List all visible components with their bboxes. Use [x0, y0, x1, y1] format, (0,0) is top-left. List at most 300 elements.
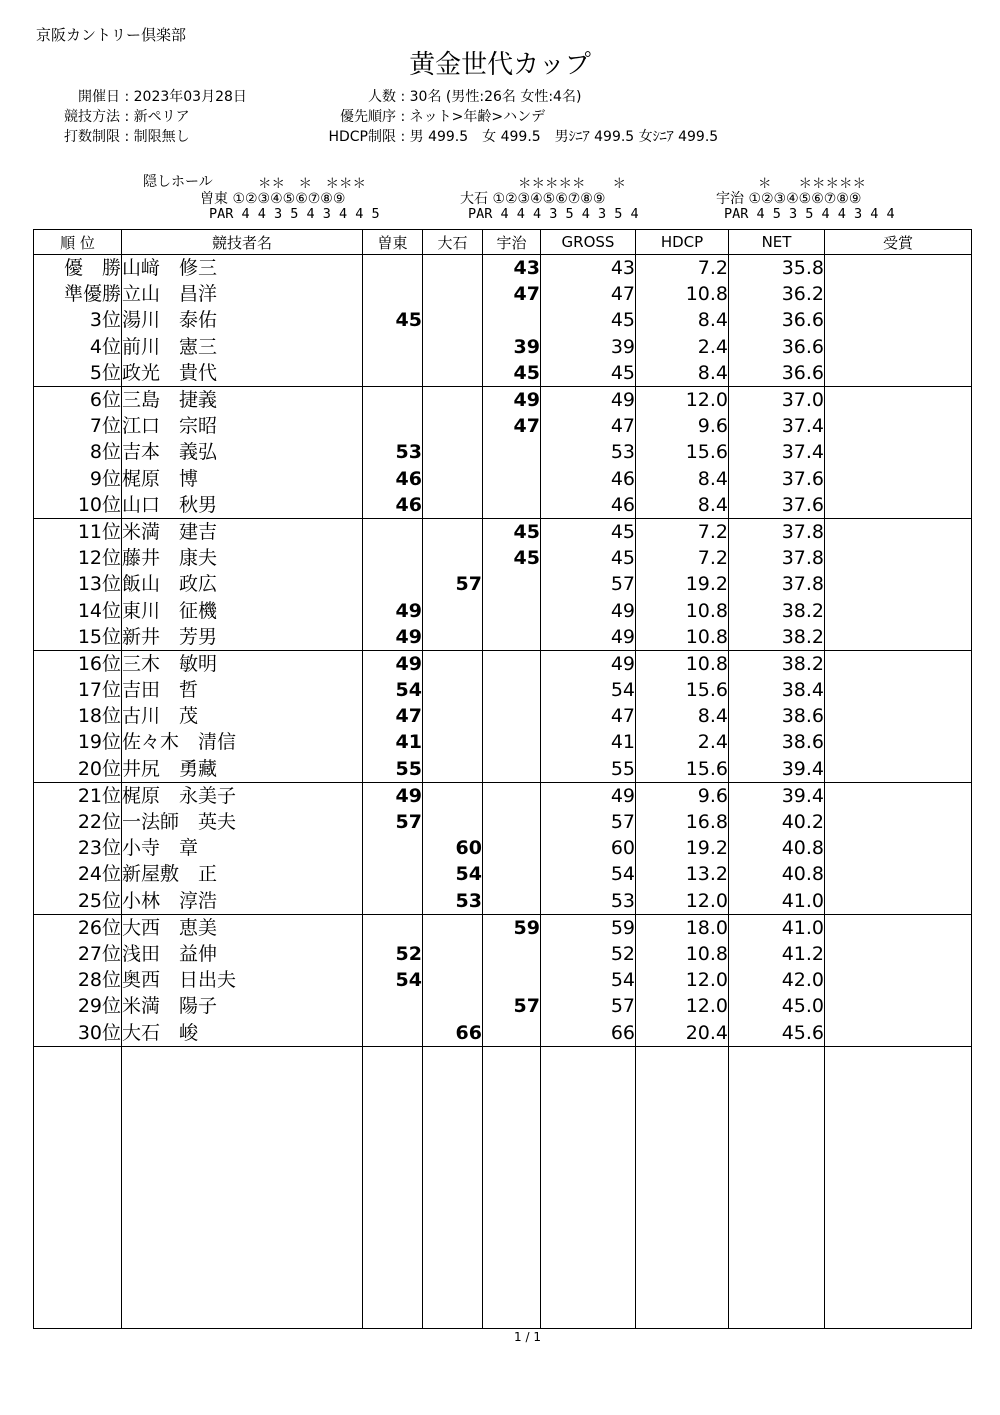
score-sotou: 41 — [363, 729, 423, 755]
score-oishi — [423, 597, 483, 623]
hdcp-value: 15.6 — [636, 677, 729, 703]
score-sotou: 55 — [363, 756, 423, 783]
player-name: 前川 憲三 — [122, 334, 363, 360]
award-cell — [825, 993, 972, 1019]
score-uji — [483, 597, 541, 623]
score-sotou — [363, 993, 423, 1019]
gross-score: 47 — [541, 281, 636, 307]
header-gross: GROSS — [541, 230, 636, 255]
score-uji — [483, 809, 541, 835]
hdcp-value: 12.0 — [636, 386, 729, 413]
score-oishi — [423, 703, 483, 729]
table-row — [34, 255, 972, 282]
score-uji — [483, 703, 541, 729]
award-cell — [825, 703, 972, 729]
score-uji — [483, 307, 541, 333]
table-row — [34, 545, 972, 571]
blank-cell — [423, 1046, 483, 1328]
score-sotou — [363, 255, 423, 282]
hidden-holes-label: 隠しホール — [143, 174, 213, 190]
award-cell — [825, 307, 972, 333]
player-name: 奥西 日出夫 — [122, 967, 363, 993]
course-uji-name: 宇治 — [716, 191, 744, 207]
score-sotou — [363, 360, 423, 387]
info-hdcp-label: HDCP制限 — [328, 129, 396, 145]
table-row — [34, 835, 972, 861]
hdcp-value: 19.2 — [636, 571, 729, 597]
score-uji — [483, 650, 541, 677]
award-cell — [825, 650, 972, 677]
score-oishi — [423, 334, 483, 360]
award-cell — [825, 967, 972, 993]
player-name: 飯山 政広 — [122, 571, 363, 597]
score-uji — [483, 861, 541, 887]
header-name: 競技者名 — [122, 230, 363, 255]
player-name: 米満 陽子 — [122, 993, 363, 1019]
award-cell — [825, 255, 972, 282]
score-uji — [483, 782, 541, 809]
blank-cell — [34, 1046, 122, 1328]
score-sotou — [363, 281, 423, 307]
rank-cell: 15位 — [34, 624, 122, 651]
net-score: 41.0 — [729, 888, 825, 915]
hdcp-value: 10.8 — [636, 597, 729, 623]
net-score: 36.6 — [729, 360, 825, 387]
hdcp-value: 8.4 — [636, 360, 729, 387]
score-oishi — [423, 307, 483, 333]
course-oishi-holes: ①②③④⑤⑥⑦⑧⑨ — [492, 191, 606, 207]
award-cell — [825, 782, 972, 809]
score-oishi: 66 — [423, 1019, 483, 1046]
info-count-value: 30名 (男性:26名 女性:4名) — [409, 89, 582, 105]
score-oishi — [423, 518, 483, 545]
hdcp-value: 13.2 — [636, 861, 729, 887]
player-name: 梶原 博 — [122, 466, 363, 492]
course-oishi-par: PAR 4 4 4 3 5 4 3 5 4 — [468, 206, 639, 222]
course-uji-holes: ①②③④⑤⑥⑦⑧⑨ — [748, 191, 862, 207]
score-sotou: 49 — [363, 782, 423, 809]
hdcp-value: 15.6 — [636, 439, 729, 465]
score-uji — [483, 624, 541, 651]
info-limit-label: 打数制限 — [64, 129, 120, 145]
net-score: 45.0 — [729, 993, 825, 1019]
course-oishi-marks: ＊＊＊＊＊ ＊ — [518, 176, 626, 192]
player-name: 大西 恵美 — [122, 914, 363, 941]
score-sotou: 46 — [363, 492, 423, 519]
award-cell — [825, 518, 972, 545]
award-cell — [825, 677, 972, 703]
course-sotou-par: PAR 4 4 3 5 4 3 4 4 5 — [209, 206, 380, 222]
gross-score: 46 — [541, 492, 636, 519]
award-cell — [825, 281, 972, 307]
table-row — [34, 360, 972, 387]
blank-cell — [825, 1046, 972, 1328]
rank-cell: 12位 — [34, 545, 122, 571]
net-score: 37.4 — [729, 413, 825, 439]
table-blank-row — [34, 1046, 972, 1328]
gross-score: 53 — [541, 888, 636, 915]
table-row — [34, 1019, 972, 1046]
rank-cell: 4位 — [34, 334, 122, 360]
score-oishi — [423, 624, 483, 651]
course-oishi — [460, 188, 605, 208]
rank-cell: 13位 — [34, 571, 122, 597]
score-oishi — [423, 967, 483, 993]
score-sotou: 47 — [363, 703, 423, 729]
net-score: 40.2 — [729, 809, 825, 835]
table-row — [34, 993, 972, 1019]
gross-score: 45 — [541, 307, 636, 333]
gross-score: 54 — [541, 677, 636, 703]
score-oishi — [423, 386, 483, 413]
player-name: 山﨑 修三 — [122, 255, 363, 282]
score-uji — [483, 492, 541, 519]
net-score: 36.2 — [729, 281, 825, 307]
score-sotou — [363, 571, 423, 597]
score-uji: 47 — [483, 413, 541, 439]
table-row — [34, 597, 972, 623]
award-cell — [825, 334, 972, 360]
gross-score: 54 — [541, 861, 636, 887]
info-method-label: 競技方法 — [64, 109, 120, 125]
score-oishi: 60 — [423, 835, 483, 861]
course-sotou-holes: ①②③④⑤⑥⑦⑧⑨ — [232, 191, 346, 207]
score-sotou — [363, 1019, 423, 1046]
table-row — [34, 782, 972, 809]
rank-cell: 8位 — [34, 439, 122, 465]
table-row — [34, 307, 972, 333]
rank-cell: 5位 — [34, 360, 122, 387]
gross-score: 57 — [541, 809, 636, 835]
net-score: 38.2 — [729, 624, 825, 651]
award-cell — [825, 571, 972, 597]
net-score: 38.2 — [729, 597, 825, 623]
table-row — [34, 703, 972, 729]
rank-cell: 7位 — [34, 413, 122, 439]
net-score: 37.8 — [729, 518, 825, 545]
score-oishi — [423, 941, 483, 967]
score-oishi — [423, 756, 483, 783]
results-table — [33, 229, 972, 1329]
hdcp-value: 10.8 — [636, 650, 729, 677]
hdcp-value: 7.2 — [636, 255, 729, 282]
score-uji: 43 — [483, 255, 541, 282]
hdcp-value: 8.4 — [636, 703, 729, 729]
gross-score: 60 — [541, 835, 636, 861]
player-name: 一法師 英夫 — [122, 809, 363, 835]
score-uji: 47 — [483, 281, 541, 307]
gross-score: 49 — [541, 597, 636, 623]
score-oishi — [423, 413, 483, 439]
rank-cell: 24位 — [34, 861, 122, 887]
award-cell — [825, 835, 972, 861]
score-uji — [483, 888, 541, 915]
hdcp-value: 2.4 — [636, 729, 729, 755]
score-sotou — [363, 518, 423, 545]
info-method-value: 新ペリア — [133, 109, 190, 125]
player-name: 小林 淳浩 — [122, 888, 363, 915]
score-sotou — [363, 888, 423, 915]
rank-cell: 18位 — [34, 703, 122, 729]
score-oishi — [423, 492, 483, 519]
score-oishi — [423, 677, 483, 703]
hdcp-value: 10.8 — [636, 281, 729, 307]
player-name: 立山 昌洋 — [122, 281, 363, 307]
score-uji — [483, 756, 541, 783]
course-uji-par: PAR 4 5 3 5 4 4 3 4 4 — [724, 206, 895, 222]
table-row — [34, 386, 972, 413]
score-sotou: 52 — [363, 941, 423, 967]
info-date-value: 2023年03月28日 — [133, 89, 247, 105]
info-hdcp: HDCP制限 : 男 499.5 女 499.5 男ｼﾆｱ 499.5 女ｼﾆｱ 499.5 — [300, 126, 718, 146]
course-sotou-name: 曽東 — [200, 191, 228, 207]
award-cell — [825, 914, 972, 941]
rank-cell: 21位 — [34, 782, 122, 809]
score-uji: 45 — [483, 518, 541, 545]
rank-cell: 28位 — [34, 967, 122, 993]
score-oishi — [423, 281, 483, 307]
blank-cell — [541, 1046, 636, 1328]
score-oishi: 57 — [423, 571, 483, 597]
net-score: 37.6 — [729, 466, 825, 492]
player-name: 湯川 泰佑 — [122, 307, 363, 333]
hdcp-value: 16.8 — [636, 809, 729, 835]
table-row — [34, 439, 972, 465]
net-score: 38.4 — [729, 677, 825, 703]
net-score: 38.6 — [729, 729, 825, 755]
header-rank: 順 位 — [34, 230, 122, 255]
net-score: 35.8 — [729, 255, 825, 282]
hdcp-value: 2.4 — [636, 334, 729, 360]
hdcp-value: 7.2 — [636, 518, 729, 545]
player-name: 政光 貴代 — [122, 360, 363, 387]
player-name: 東川 征機 — [122, 597, 363, 623]
table-row — [34, 914, 972, 941]
net-score: 37.6 — [729, 492, 825, 519]
score-uji — [483, 967, 541, 993]
rank-cell: 27位 — [34, 941, 122, 967]
gross-score: 49 — [541, 386, 636, 413]
player-name: 小寺 章 — [122, 835, 363, 861]
table-row — [34, 518, 972, 545]
score-oishi — [423, 782, 483, 809]
gross-score: 41 — [541, 729, 636, 755]
player-name: 浅田 益伸 — [122, 941, 363, 967]
net-score: 37.8 — [729, 571, 825, 597]
score-oishi — [423, 466, 483, 492]
table-row — [34, 492, 972, 519]
gross-score: 45 — [541, 545, 636, 571]
table-row — [34, 941, 972, 967]
award-cell — [825, 756, 972, 783]
gross-score: 52 — [541, 941, 636, 967]
rank-cell: 20位 — [34, 756, 122, 783]
score-oishi — [423, 729, 483, 755]
player-name: 梶原 永美子 — [122, 782, 363, 809]
info-date: 開催日 : 2023年03月28日 — [48, 86, 247, 106]
player-name: 三木 敏明 — [122, 650, 363, 677]
net-score: 40.8 — [729, 835, 825, 861]
award-cell — [825, 439, 972, 465]
rank-cell: 17位 — [34, 677, 122, 703]
score-sotou: 53 — [363, 439, 423, 465]
score-uji: 59 — [483, 914, 541, 941]
gross-score: 45 — [541, 518, 636, 545]
rank-cell: 10位 — [34, 492, 122, 519]
table-row — [34, 466, 972, 492]
score-uji: 45 — [483, 360, 541, 387]
gross-score: 57 — [541, 993, 636, 1019]
score-sotou — [363, 861, 423, 887]
hdcp-value: 9.6 — [636, 413, 729, 439]
score-oishi — [423, 993, 483, 1019]
hdcp-value: 7.2 — [636, 545, 729, 571]
player-name: 吉本 義弘 — [122, 439, 363, 465]
rank-cell: 16位 — [34, 650, 122, 677]
rank-cell: 22位 — [34, 809, 122, 835]
score-oishi — [423, 914, 483, 941]
award-cell — [825, 888, 972, 915]
page-number: 1 / 1 — [514, 1330, 541, 1344]
table-row — [34, 888, 972, 915]
score-oishi — [423, 255, 483, 282]
net-score: 40.8 — [729, 861, 825, 887]
gross-score: 45 — [541, 360, 636, 387]
score-oishi — [423, 439, 483, 465]
score-sotou: 49 — [363, 650, 423, 677]
hdcp-value: 8.4 — [636, 492, 729, 519]
gross-score: 43 — [541, 255, 636, 282]
table-row — [34, 677, 972, 703]
gross-score: 55 — [541, 756, 636, 783]
table-row — [34, 729, 972, 755]
rank-cell: 9位 — [34, 466, 122, 492]
score-oishi — [423, 360, 483, 387]
blank-cell — [729, 1046, 825, 1328]
net-score: 36.6 — [729, 334, 825, 360]
score-oishi: 54 — [423, 861, 483, 887]
rank-cell: 30位 — [34, 1019, 122, 1046]
info-priority: 優先順序 : ネット>年齢>ハンデ — [300, 106, 545, 126]
score-sotou — [363, 334, 423, 360]
net-score: 36.6 — [729, 307, 825, 333]
course-sotou — [200, 188, 345, 208]
score-uji — [483, 729, 541, 755]
award-cell — [825, 729, 972, 755]
course-uji-marks: ＊ ＊＊＊＊＊ — [758, 176, 866, 192]
gross-score: 47 — [541, 703, 636, 729]
table-row — [34, 650, 972, 677]
rank-cell: 26位 — [34, 914, 122, 941]
info-date-label: 開催日 — [78, 89, 120, 105]
table-row — [34, 413, 972, 439]
player-name: 新井 芳男 — [122, 624, 363, 651]
score-uji — [483, 466, 541, 492]
info-priority-value: ネット>年齢>ハンデ — [409, 109, 546, 125]
score-oishi — [423, 650, 483, 677]
info-hdcp-value: 男 499.5 女 499.5 男ｼﾆｱ 499.5 女ｼﾆｱ 499.5 — [409, 129, 719, 145]
score-uji: 39 — [483, 334, 541, 360]
page-title: 黄金世代カップ — [409, 50, 591, 80]
info-priority-label: 優先順序 — [340, 109, 396, 125]
course-sotou-marks: ＊＊ ＊ ＊＊＊ — [258, 176, 366, 192]
award-cell — [825, 360, 972, 387]
table-row — [34, 756, 972, 783]
course-oishi-name: 大石 — [460, 191, 488, 207]
table-row — [34, 624, 972, 651]
rank-cell: 準優勝 — [34, 281, 122, 307]
hdcp-value: 15.6 — [636, 756, 729, 783]
score-oishi — [423, 545, 483, 571]
score-sotou: 57 — [363, 809, 423, 835]
rank-cell: 優 勝 — [34, 255, 122, 282]
score-uji — [483, 835, 541, 861]
net-score: 39.4 — [729, 782, 825, 809]
award-cell — [825, 809, 972, 835]
hdcp-value: 8.4 — [636, 466, 729, 492]
award-cell — [825, 597, 972, 623]
player-name: 山口 秋男 — [122, 492, 363, 519]
award-cell — [825, 413, 972, 439]
player-name: 大石 峻 — [122, 1019, 363, 1046]
header-sotou: 曽東 — [363, 230, 423, 255]
award-cell — [825, 492, 972, 519]
hdcp-value: 19.2 — [636, 835, 729, 861]
score-sotou: 49 — [363, 624, 423, 651]
info-method: 競技方法 : 新ペリア — [48, 106, 190, 126]
score-sotou: 45 — [363, 307, 423, 333]
award-cell — [825, 1019, 972, 1046]
player-name: 新屋敷 正 — [122, 861, 363, 887]
score-sotou: 49 — [363, 597, 423, 623]
rank-cell: 11位 — [34, 518, 122, 545]
table-body — [34, 255, 972, 1329]
table-row — [34, 809, 972, 835]
blank-cell — [363, 1046, 423, 1328]
header-uji: 宇治 — [483, 230, 541, 255]
award-cell — [825, 386, 972, 413]
blank-cell — [636, 1046, 729, 1328]
rank-cell: 29位 — [34, 993, 122, 1019]
course-uji — [716, 188, 861, 208]
score-uji — [483, 439, 541, 465]
gross-score: 39 — [541, 334, 636, 360]
score-uji — [483, 677, 541, 703]
player-name: 江口 宗昭 — [122, 413, 363, 439]
blank-cell — [483, 1046, 541, 1328]
net-score: 41.2 — [729, 941, 825, 967]
info-limit-value: 制限無し — [133, 129, 190, 145]
gross-score: 59 — [541, 914, 636, 941]
table-row — [34, 281, 972, 307]
score-uji — [483, 571, 541, 597]
hdcp-value: 12.0 — [636, 993, 729, 1019]
gross-score: 46 — [541, 466, 636, 492]
net-score: 42.0 — [729, 967, 825, 993]
net-score: 39.4 — [729, 756, 825, 783]
net-score: 37.0 — [729, 386, 825, 413]
table-row — [34, 334, 972, 360]
net-score: 41.0 — [729, 914, 825, 941]
gross-score: 54 — [541, 967, 636, 993]
header-net: NET — [729, 230, 825, 255]
hdcp-value: 12.0 — [636, 967, 729, 993]
hdcp-value: 8.4 — [636, 307, 729, 333]
gross-score: 66 — [541, 1019, 636, 1046]
score-oishi: 53 — [423, 888, 483, 915]
header-hdcp: HDCP — [636, 230, 729, 255]
score-uji: 57 — [483, 993, 541, 1019]
